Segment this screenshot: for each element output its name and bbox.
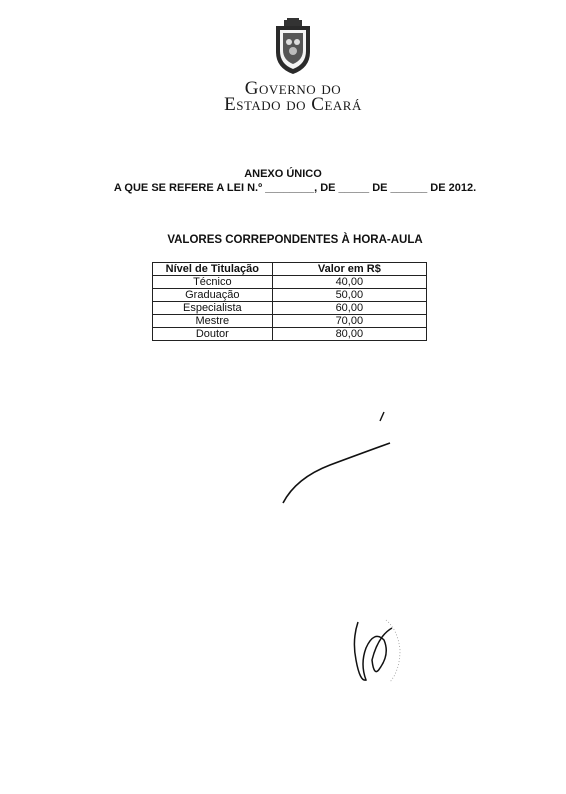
level-cell: Mestre xyxy=(153,315,273,328)
value-cell: 70,00 xyxy=(272,315,426,328)
column-header-level: Nível de Titulação xyxy=(153,263,273,276)
signature-icon xyxy=(283,443,390,503)
level-cell: Técnico xyxy=(153,276,273,289)
value-cell: 40,00 xyxy=(272,276,426,289)
level-cell: Especialista xyxy=(153,302,273,315)
value-cell: 50,00 xyxy=(272,289,426,302)
annex-title: ANEXO ÚNICO xyxy=(244,168,322,180)
table-title: VALORES CORREPONDENTES À HORA-AULA xyxy=(167,234,423,246)
value-cell: 80,00 xyxy=(272,328,426,341)
annex-reference: A QUE SE REFERE A LEI N.º ________, DE _____ DE ______ DE 2012. xyxy=(113,182,477,194)
level-cell: Graduação xyxy=(153,289,273,302)
government-name-line1: Governo do xyxy=(244,78,342,99)
value-cell: 60,00 xyxy=(272,302,426,315)
column-header-value: Valor em R$ xyxy=(272,263,426,276)
level-cell: Doutor xyxy=(153,328,273,341)
initials-icon xyxy=(354,622,392,680)
government-name-line2: Estado do Ceará xyxy=(224,94,362,115)
signature-stroke xyxy=(380,412,384,421)
